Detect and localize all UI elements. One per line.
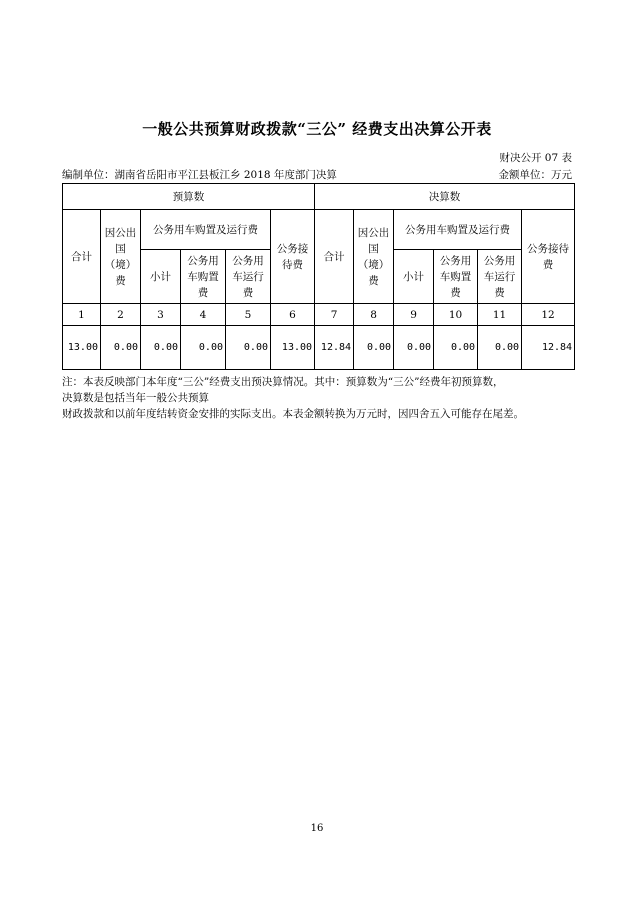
budget-vehicle-operation-header: 公务用车运行费 bbox=[226, 250, 271, 304]
column-number: 3 bbox=[141, 304, 181, 326]
budget-header: 预算数 bbox=[63, 184, 315, 210]
value-cell: 12.84 bbox=[522, 326, 575, 370]
value-cell: 13.00 bbox=[271, 326, 315, 370]
value-cell: 12.84 bbox=[315, 326, 354, 370]
meta-row bbox=[62, 167, 572, 182]
value-cell: 0.00 bbox=[434, 326, 478, 370]
final-total-header: 合计 bbox=[315, 210, 354, 304]
column-number: 8 bbox=[354, 304, 394, 326]
final-reception-header: 公务接待费 bbox=[522, 210, 575, 304]
value-cell: 0.00 bbox=[181, 326, 226, 370]
page-number: 16 bbox=[310, 823, 324, 834]
column-number: 10 bbox=[434, 304, 478, 326]
final-subtotal-header: 小计 bbox=[394, 250, 434, 304]
final-header: 决算数 bbox=[315, 184, 575, 210]
column-number: 6 bbox=[271, 304, 315, 326]
footnote bbox=[62, 374, 582, 422]
column-number: 9 bbox=[394, 304, 434, 326]
three-public-expenses-table bbox=[62, 183, 575, 370]
column-number: 5 bbox=[226, 304, 271, 326]
value-row bbox=[63, 326, 575, 370]
column-number: 4 bbox=[181, 304, 226, 326]
value-cell: 0.00 bbox=[478, 326, 522, 370]
budget-reception-header: 公务接待费 bbox=[271, 210, 315, 304]
final-vehicle-purchase-header: 公务用车购置费 bbox=[434, 250, 478, 304]
final-abroad-header: 因公出国（境）费 bbox=[354, 210, 394, 304]
column-number: 11 bbox=[478, 304, 522, 326]
final-vehicle-operation-header: 公务用车运行费 bbox=[478, 250, 522, 304]
budget-total-header: 合计 bbox=[63, 210, 101, 304]
footnote-line: 财政拨款和以前年度结转资金安排的实际支出。本表金额转换为万元时，因四舍五入可能存在尾差。 bbox=[62, 408, 524, 420]
compiling-unit: 编制单位：湖南省岳阳市平江县板江乡 2018 年度部门决算 bbox=[62, 169, 337, 181]
value-cell: 0.00 bbox=[226, 326, 271, 370]
column-number: 12 bbox=[522, 304, 575, 326]
budget-subtotal-header: 小计 bbox=[141, 250, 181, 304]
value-cell: 0.00 bbox=[141, 326, 181, 370]
value-cell: 0.00 bbox=[101, 326, 141, 370]
table-code: 财决公开 07 表 bbox=[499, 152, 572, 164]
final-vehicle-header: 公务用车购置及运行费 bbox=[394, 210, 522, 250]
value-cell: 0.00 bbox=[394, 326, 434, 370]
column-number: 1 bbox=[63, 304, 101, 326]
footnote-line: 决算数是包括当年一般公共预算 bbox=[62, 392, 209, 404]
value-cell: 0.00 bbox=[354, 326, 394, 370]
column-number-row bbox=[63, 304, 575, 326]
page-title: 一般公共预算财政拨款“三公” 经费支出决算公开表 bbox=[142, 120, 492, 138]
value-cell: 13.00 bbox=[63, 326, 101, 370]
budget-abroad-header: 因公出国（境）费 bbox=[101, 210, 141, 304]
budget-vehicle-header: 公务用车购置及运行费 bbox=[141, 210, 271, 250]
column-number: 7 bbox=[315, 304, 354, 326]
amount-unit: 金额单位：万元 bbox=[498, 169, 572, 181]
budget-vehicle-purchase-header: 公务用车购置费 bbox=[181, 250, 226, 304]
column-number: 2 bbox=[101, 304, 141, 326]
footnote-line: 注：本表反映部门本年度“三公”经费支出预决算情况。其中：预算数为“三公”经费年初预算数， bbox=[62, 376, 504, 388]
